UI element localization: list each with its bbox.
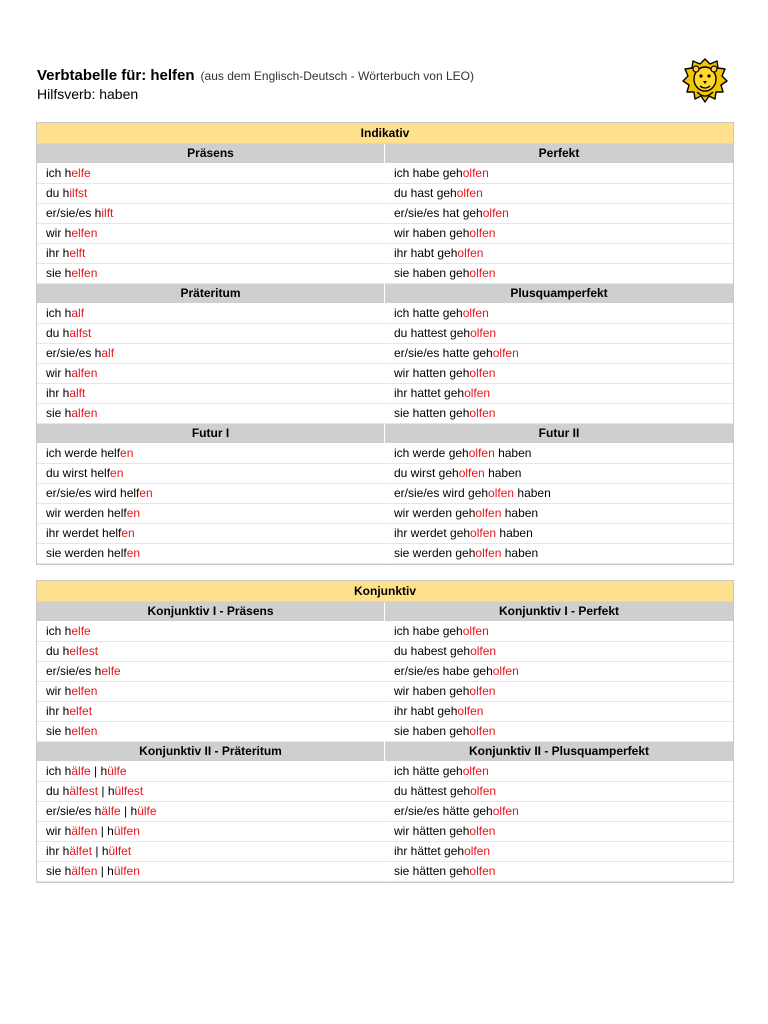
conjugation-text: du habest geh — [394, 644, 471, 658]
ending-highlight: olfen — [492, 804, 519, 818]
ending-highlight: olfen — [457, 246, 484, 260]
conjugation-row — [385, 802, 733, 822]
column-praesens — [37, 144, 384, 284]
ending-highlight: olfen — [469, 824, 496, 838]
conjugation-row — [37, 662, 384, 682]
page-header — [37, 66, 474, 102]
conjugation-row — [37, 184, 384, 204]
ending-highlight: olfen — [470, 526, 497, 540]
conjugation-row — [385, 244, 733, 264]
column-perfekt — [384, 144, 733, 284]
column-plusquamperfekt — [384, 284, 733, 424]
conjugation-row — [385, 324, 733, 344]
conjugation-text: wir h — [46, 366, 72, 380]
conjugation-text: er/sie/es habe geh — [394, 664, 493, 678]
conjugation-row — [37, 842, 384, 862]
ending-highlight: elfen — [71, 266, 98, 280]
conjugation-text: sie h — [46, 864, 72, 878]
page-title-line — [37, 66, 474, 86]
conjugation-row — [37, 762, 384, 782]
conjugation-row — [385, 822, 733, 842]
column-konjunktiv-i-perfekt — [384, 602, 733, 742]
ending-highlight: olfen — [468, 446, 495, 460]
conjugation-text: | h — [97, 824, 114, 838]
conjugation-row — [385, 642, 733, 662]
conjugation-row — [37, 702, 384, 722]
tense-section — [37, 144, 733, 284]
ending-highlight: elfe — [71, 624, 91, 638]
conjugation-text: sie h — [46, 724, 72, 738]
conjugation-text: du hast geh — [394, 186, 457, 200]
conjugation-text: haben — [501, 546, 539, 560]
ending-highlight: alf — [71, 306, 85, 320]
conjugation-row — [37, 504, 384, 524]
conjugation-row — [385, 384, 733, 404]
conjugation-row — [385, 662, 733, 682]
conjugation-text: sie hätten geh — [394, 864, 470, 878]
conjugation-row — [385, 404, 733, 424]
conjugation-text: du h — [46, 644, 70, 658]
ending-highlight: elfe — [71, 166, 91, 180]
conjugation-text: wir haben geh — [394, 684, 470, 698]
conjugation-text: ihr h — [46, 844, 70, 858]
ending-highlight: olfen — [488, 486, 515, 500]
conjugation-text: wir werden helf — [46, 506, 127, 520]
ending-highlight: en — [110, 466, 124, 480]
ending-highlight: olfen — [469, 684, 496, 698]
tense-heading: Konjunktiv II - Präteritum — [37, 742, 384, 762]
ending-highlight: olfen — [469, 406, 496, 420]
ending-highlight: olfen — [475, 546, 502, 560]
conjugation-row — [385, 504, 733, 524]
conjugation-row — [385, 364, 733, 384]
conjugation-text: ich h — [46, 306, 72, 320]
conjugation-text: du h — [46, 784, 70, 798]
conjugation-text: ich werde helf — [46, 446, 121, 460]
ending-highlight: alf — [101, 346, 115, 360]
ending-highlight: ülfe — [107, 764, 127, 778]
conjugation-row — [37, 822, 384, 842]
konjunktiv-table — [36, 580, 734, 883]
ending-highlight: ülfet — [108, 844, 132, 858]
ending-highlight: olfen — [464, 386, 491, 400]
ending-highlight: ülfest — [114, 784, 144, 798]
leo-lion-icon — [681, 56, 729, 104]
conjugation-text: wir h — [46, 226, 72, 240]
ending-highlight: en — [121, 526, 135, 540]
indikativ-table — [36, 122, 734, 565]
conjugation-text: ich h — [46, 166, 72, 180]
conjugation-text: wir hätten geh — [394, 824, 470, 838]
conjugation-text: | h — [97, 864, 114, 878]
tense-heading: Futur II — [385, 424, 733, 444]
ending-highlight: ilft — [101, 206, 114, 220]
conjugation-text: | h — [120, 804, 138, 818]
conjugation-text: du h — [46, 326, 70, 340]
conjugation-row — [37, 642, 384, 662]
conjugation-row — [37, 622, 384, 642]
tense-section — [37, 602, 733, 742]
conjugation-row — [385, 164, 733, 184]
conjugation-text: er/sie/es h — [46, 664, 102, 678]
conjugation-text: ihr h — [46, 386, 70, 400]
conjugation-text: ihr hättet geh — [394, 844, 465, 858]
conjugation-text: ich habe geh — [394, 624, 463, 638]
ending-highlight: älfen — [71, 864, 98, 878]
conjugation-row — [37, 204, 384, 224]
conjugation-text: ich h — [46, 764, 72, 778]
ending-highlight: alfen — [71, 366, 98, 380]
conjugation-row — [37, 344, 384, 364]
ending-highlight: olfen — [462, 624, 489, 638]
conjugation-row — [385, 682, 733, 702]
conjugation-row — [37, 862, 384, 882]
tense-heading: Konjunktiv I - Perfekt — [385, 602, 733, 622]
tense-section — [37, 284, 733, 424]
ending-highlight: olfen — [464, 844, 491, 858]
conjugation-text: du wirst helf — [46, 466, 111, 480]
conjugation-text: sie haben geh — [394, 266, 470, 280]
column-praeteritum — [37, 284, 384, 424]
ending-highlight: olfen — [469, 226, 496, 240]
tense-heading: Präteritum — [37, 284, 384, 304]
conjugation-row — [385, 762, 733, 782]
table-title: Konjunktiv — [37, 581, 733, 602]
conjugation-text: | h — [90, 764, 108, 778]
ending-highlight: olfen — [458, 466, 485, 480]
ending-highlight: älfest — [69, 784, 99, 798]
conjugation-row — [385, 344, 733, 364]
conjugation-row — [37, 464, 384, 484]
ending-highlight: ülfe — [137, 804, 157, 818]
tense-heading: Perfekt — [385, 144, 733, 164]
ending-highlight: ilfst — [69, 186, 88, 200]
ending-highlight: olfen — [492, 346, 519, 360]
conjugation-text: wir haben geh — [394, 226, 470, 240]
tense-heading: Konjunktiv II - Plusquamperfekt — [385, 742, 733, 762]
ending-highlight: olfen — [457, 704, 484, 718]
conjugation-text: er/sie/es wird geh — [394, 486, 489, 500]
ending-highlight: olfen — [462, 764, 489, 778]
ending-highlight: älfe — [101, 804, 121, 818]
conjugation-row — [37, 404, 384, 424]
ending-highlight: älfe — [71, 764, 91, 778]
conjugation-text: ich hätte geh — [394, 764, 463, 778]
conjugation-row — [385, 722, 733, 742]
conjugation-text: haben — [484, 466, 522, 480]
conjugation-row — [385, 484, 733, 504]
conjugation-row — [385, 524, 733, 544]
table-title: Indikativ — [37, 123, 733, 144]
column-konjunktiv-ii-praeteritum — [37, 742, 384, 882]
conjugation-text: sie haben geh — [394, 724, 470, 738]
ending-highlight: olfen — [462, 166, 489, 180]
conjugation-row — [385, 842, 733, 862]
conjugation-text: haben — [494, 446, 532, 460]
ending-highlight: älfet — [69, 844, 93, 858]
conjugation-row — [37, 444, 384, 464]
conjugation-text: ihr h — [46, 704, 70, 718]
conjugation-text: du hattest geh — [394, 326, 471, 340]
ending-highlight: ülfen — [113, 824, 140, 838]
column-futur-ii — [384, 424, 733, 564]
conjugation-text: sie hatten geh — [394, 406, 470, 420]
conjugation-row — [37, 324, 384, 344]
ending-highlight: olfen — [470, 784, 497, 798]
source-note: (aus dem Englisch-Deutsch - Wörterbuch von LEO) — [200, 69, 474, 83]
conjugation-text: wir hatten geh — [394, 366, 470, 380]
ending-highlight: alfen — [71, 406, 98, 420]
conjugation-text: haben — [496, 526, 533, 540]
ending-highlight: olfen — [470, 326, 497, 340]
conjugation-row — [37, 544, 384, 564]
conjugation-row — [385, 862, 733, 882]
conjugation-row — [385, 702, 733, 722]
conjugation-row — [37, 802, 384, 822]
conjugation-text: er/sie/es hat geh — [394, 206, 483, 220]
ending-highlight: olfen — [492, 664, 519, 678]
conjugation-row — [385, 224, 733, 244]
ending-highlight: elfet — [69, 704, 93, 718]
ending-highlight: olfen — [482, 206, 509, 220]
ending-highlight: elfen — [71, 684, 98, 698]
conjugation-text: du wirst geh — [394, 466, 459, 480]
column-futur-i — [37, 424, 384, 564]
auxiliary-verb: Hilfsverb: haben — [37, 86, 139, 102]
ending-highlight: en — [139, 486, 153, 500]
conjugation-text: ich werde geh — [394, 446, 469, 460]
ending-highlight: älfen — [71, 824, 98, 838]
conjugation-text: ihr hattet geh — [394, 386, 465, 400]
ending-highlight: alft — [69, 386, 86, 400]
page-title: Verbtabelle für: helfen — [37, 67, 195, 84]
tense-section — [37, 742, 733, 882]
conjugation-row — [385, 464, 733, 484]
conjugation-text: er/sie/es hätte geh — [394, 804, 493, 818]
conjugation-text: ich h — [46, 624, 72, 638]
conjugation-row — [385, 304, 733, 324]
conjugation-text: sie h — [46, 266, 72, 280]
conjugation-row — [385, 444, 733, 464]
ending-highlight: olfen — [456, 186, 483, 200]
conjugation-row — [37, 722, 384, 742]
conjugation-text: ich hatte geh — [394, 306, 463, 320]
tense-heading: Konjunktiv I - Präsens — [37, 602, 384, 622]
ending-highlight: en — [126, 546, 141, 560]
conjugation-text: ihr h — [46, 246, 70, 260]
ending-highlight: olfen — [475, 506, 502, 520]
conjugation-text: ihr habt geh — [394, 246, 458, 260]
conjugation-row — [37, 224, 384, 244]
conjugation-text: sie h — [46, 406, 72, 420]
ending-highlight: olfen — [469, 366, 496, 380]
conjugation-text: er/sie/es h — [46, 206, 102, 220]
conjugation-row — [37, 164, 384, 184]
conjugation-row — [37, 682, 384, 702]
conjugation-row — [37, 524, 384, 544]
ending-highlight: en — [126, 506, 141, 520]
conjugation-text: ihr werdet helf — [46, 526, 122, 540]
conjugation-row — [37, 484, 384, 504]
conjugation-text: ihr habt geh — [394, 704, 458, 718]
ending-highlight: elft — [69, 246, 86, 260]
conjugation-text: ich habe geh — [394, 166, 463, 180]
ending-highlight: elfen — [71, 724, 98, 738]
conjugation-text: du hättest geh — [394, 784, 471, 798]
ending-highlight: olfen — [469, 266, 496, 280]
column-konjunktiv-ii-plusquamperfekt — [384, 742, 733, 882]
ending-highlight: elfest — [69, 644, 99, 658]
ending-highlight: elfen — [71, 226, 98, 240]
ending-highlight: olfen — [469, 724, 496, 738]
conjugation-row — [385, 544, 733, 564]
conjugation-row — [385, 184, 733, 204]
ending-highlight: elfe — [101, 664, 121, 678]
ending-highlight: alfst — [69, 326, 92, 340]
conjugation-text: er/sie/es wird helf — [46, 486, 140, 500]
conjugation-row — [385, 782, 733, 802]
conjugation-text: wir h — [46, 684, 72, 698]
conjugation-row — [37, 384, 384, 404]
ending-highlight: olfen — [470, 644, 497, 658]
conjugation-text: du h — [46, 186, 70, 200]
conjugation-text: haben — [501, 506, 539, 520]
conjugation-text: haben — [514, 486, 551, 500]
conjugation-text: sie werden helf — [46, 546, 127, 560]
ending-highlight: olfen — [469, 864, 496, 878]
conjugation-row — [37, 244, 384, 264]
tense-heading: Plusquamperfekt — [385, 284, 733, 304]
conjugation-text: | h — [98, 784, 115, 798]
conjugation-row — [385, 264, 733, 284]
tense-section — [37, 424, 733, 564]
conjugation-text: wir h — [46, 824, 72, 838]
conjugation-text: sie werden geh — [394, 546, 476, 560]
conjugation-row — [37, 364, 384, 384]
column-konjunktiv-i-praesens — [37, 602, 384, 742]
conjugation-row — [385, 622, 733, 642]
conjugation-text: er/sie/es hatte geh — [394, 346, 493, 360]
ending-highlight: ülfen — [113, 864, 140, 878]
conjugation-text: | h — [92, 844, 109, 858]
conjugation-row — [37, 304, 384, 324]
conjugation-row — [37, 782, 384, 802]
conjugation-text: er/sie/es h — [46, 346, 102, 360]
conjugation-text: er/sie/es h — [46, 804, 102, 818]
conjugation-row — [385, 204, 733, 224]
ending-highlight: en — [120, 446, 134, 460]
tense-heading: Futur I — [37, 424, 384, 444]
conjugation-row — [37, 264, 384, 284]
conjugation-text: wir werden geh — [394, 506, 476, 520]
conjugation-text: ihr werdet geh — [394, 526, 471, 540]
tense-heading: Präsens — [37, 144, 384, 164]
ending-highlight: olfen — [462, 306, 489, 320]
